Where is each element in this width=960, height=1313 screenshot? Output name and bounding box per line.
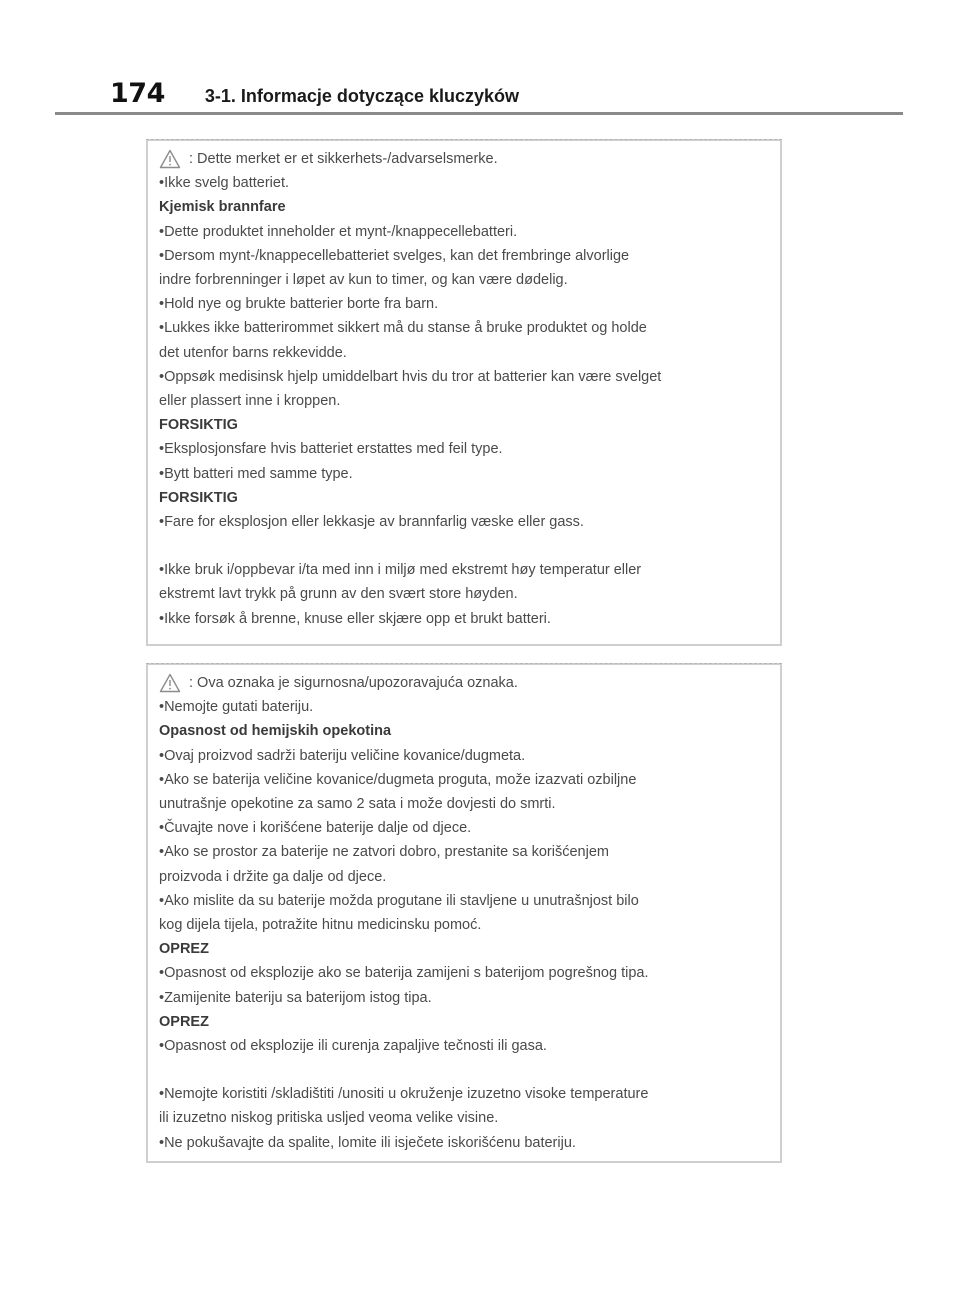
- text-line: •Opasnost od eksplozije ili curenja zapaljive tečnosti ili gasa.: [159, 1038, 547, 1055]
- page-number: 174: [110, 78, 165, 109]
- text-line: •Ikke svelg batteriet.: [159, 175, 289, 192]
- blank-line: [159, 1058, 770, 1082]
- section-heading: Kjemisk brannfare: [159, 199, 286, 216]
- text-line: indre forbrenninger i løpet av kun to timer, og kan være dødelig.: [159, 272, 568, 289]
- section-title: 3-1. Informacje dotyczące kluczyków: [204, 86, 519, 106]
- text-line: •Čuvajte nove i korišćene baterije dalje od djece.: [159, 820, 472, 837]
- warning-symbol-note: [159, 147, 770, 171]
- text-line: •Ovaj proizvod sadrži bateriju veličine kovanice/dugmeta.: [159, 747, 526, 764]
- text-line: unutrašnje opekotine za samo 2 sata i može dovjesti do smrti.: [159, 796, 556, 813]
- text-line: •Ne pokušavajte da spalite, lomite ili isječete iskorišćenu bateriju.: [159, 1134, 576, 1151]
- text-line: •Opasnost od eksplozije ako se baterija zamijeni s baterijom pogrešnog tipa.: [159, 965, 649, 982]
- warning-triangle-icon: [159, 673, 181, 693]
- section-heading: FORSIKTIG: [159, 417, 238, 434]
- text-line: •Zamijenite bateriju sa baterijom istog tipa.: [159, 989, 432, 1006]
- text-line: ekstremt lavt trykk på grunn av den svært store høyden.: [159, 586, 518, 603]
- text-line: •Ikke bruk i/oppbevar i/ta med inn i miljø med ekstremt høy temperatur eller: [159, 562, 642, 579]
- notice-lines: [159, 695, 770, 1155]
- section-heading: FORSIKTIG: [159, 489, 238, 506]
- text-line: det utenfor barns rekkevidde.: [159, 344, 347, 361]
- section-heading: OPREZ: [159, 941, 209, 958]
- text-line: •Hold nye og brukte batterier borte fra barn.: [159, 296, 439, 313]
- text-line: •Dersom mynt-/knappecellebatteriet svelges, kan det frembringe alvorlige: [159, 247, 630, 264]
- notice-lines: [159, 171, 770, 631]
- text-line: •Ako mislite da su baterije možda progutane ili stavljene u unutrašnjost bilo: [159, 892, 639, 909]
- section-heading: OPREZ: [159, 1013, 209, 1030]
- text-line: •Ako se baterija veličine kovanice/dugmeta proguta, može izazvati ozbiljne: [159, 771, 637, 788]
- notice-box-norwegian: [146, 139, 782, 646]
- text-line: •Eksplosjonsfare hvis batteriet erstattes med feil type.: [159, 441, 503, 458]
- text-line: ili izuzetno niskog pritiska usljed veoma velike visine.: [159, 1110, 499, 1127]
- text-line: •Bytt batteri med samme type.: [159, 465, 353, 482]
- warning-triangle-icon: [159, 149, 181, 169]
- header-rule: [55, 112, 903, 115]
- text-line: eller plassert inne i kroppen.: [159, 393, 341, 410]
- symbol-note-text: : Ova oznaka je sigurnosna/upozoravajuća oznaka.: [189, 675, 518, 691]
- text-line: •Dette produktet inneholder et mynt-/knappecellebatteri.: [159, 223, 518, 240]
- text-line: •Nemojte koristiti /skladištiti /unositi u okruženje izuzetno visoke temperature: [159, 1086, 649, 1103]
- text-line: •Ako se prostor za baterije ne zatvori dobro, prestanite sa korišćenjem: [159, 844, 609, 861]
- text-line: •Nemojte gutati bateriju.: [159, 699, 314, 716]
- warning-symbol-note: [159, 671, 770, 695]
- text-line: •Fare for eksplosjon eller lekkasje av brannfarlig væske eller gass.: [159, 514, 584, 531]
- symbol-note-text: : Dette merket er et sikkerhets-/advarselsmerke.: [189, 151, 498, 167]
- text-line: proizvoda i držite ga dalje od djece.: [159, 868, 387, 885]
- blank-line: [159, 534, 770, 558]
- text-line: •Lukkes ikke batterirommet sikkert må du stanse å bruke produktet og holde: [159, 320, 647, 337]
- notice-box-croatian: [146, 663, 782, 1163]
- text-line: •Ikke forsøk å brenne, knuse eller skjære opp et brukt batteri.: [159, 610, 551, 627]
- page-header: [110, 78, 519, 109]
- text-line: kog dijela tijela, potražite hitnu medicinsku pomoć.: [159, 917, 482, 934]
- text-line: •Oppsøk medisinsk hjelp umiddelbart hvis du tror at batterier kan være svelget: [159, 368, 662, 385]
- section-heading: Opasnost od hemijskih opekotina: [159, 723, 392, 740]
